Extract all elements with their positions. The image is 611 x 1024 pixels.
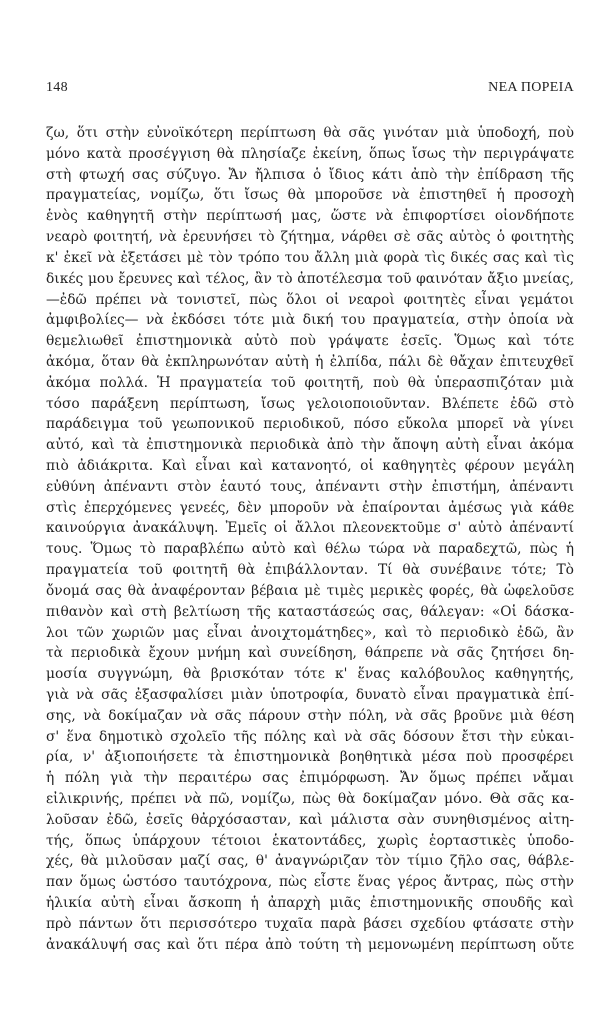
text-line: ζω, ὅτι στὴν εὐνοϊκότερη περίπτωση θὰ σᾶς γινόταν μιὰ ὑποδοχή, ποὺ (46, 125, 574, 141)
text-line: πιὸ ἀδιάκριτα. Καὶ εἶναι καὶ κατανοητό, οἱ καθηγητὲς φέρουν μεγάλη (46, 458, 574, 474)
text-line: πρὸ πάντων ὅτι περισσότερο τυχαῖα παρὰ βάσει σχεδίου φτάσατε στὴν (46, 915, 574, 932)
text-line: χές, θὰ μιλοῦσαν μαζί σας, θ' ἀναγνώριζαν τὸν τίμιο ζῆλο σας, θάβλε- (46, 853, 574, 870)
text-line: ἀκόμα πολλά. Ἡ πραγματεία τοῦ φοιτητῆ, ποὺ θὰ ὑπερασπιζόταν μιὰ (46, 374, 574, 391)
text-line: νεαρὸ φοιτητή, νὰ ἐρευνήσει τὸ ζήτημα, νάρθει σὲ σᾶς αὐτὸς ὁ φοιτητὴς (46, 229, 574, 246)
text-line: παν ὅμως ὡστόσο ταυτόχρονα, πὼς εἶστε ἕνας γέρος ἄντρας, πὼς στὴν (46, 874, 574, 891)
text-line: ἑνὸς καθηγητῆ στὴν περίπτωσή μας, ὥστε νὰ ἐπιφορτίσει οἱονδήποτε (46, 208, 574, 225)
text-line: τόσο παράξενη περίπτωση, ἴσως γελοιοποιοῦνταν. Βλέπετε ἐδῶ στὸ (46, 395, 574, 412)
text-line: παράδειγμα τοῦ γεωπονικοῦ περιοδικοῦ, πόσο εὔκολα μπορεῖ νὰ γίνει (46, 416, 574, 433)
body-text (46, 123, 574, 956)
text-line: πραγματείας, νομίζω, ὅτι ἴσως θὰ μποροῦσε νὰ ἐπιστηθεῖ ἡ προσοχὴ (46, 187, 574, 204)
text-line: —ἐδῶ πρέπει νὰ τονιστεῖ, πὼς ὅλοι οἱ νεαροὶ φοιτητὲς εἶναι γεμάτοι (46, 291, 574, 308)
text-line: δικές μου ἔρευνες καὶ τέλος, ἂν τὸ ἀποτέλεσμα τοῦ φαινόταν ἄξιο μνείας, (46, 270, 574, 287)
text-line: στὶς ἐπερχόμενες γενεές, δὲν μποροῦν νὰ ἐπαίρονται ἀμέσως γιὰ κάθε (46, 499, 574, 516)
text-line: γιὰ νὰ σᾶς ἐξασφαλίσει μιὰν ὑποτροφία, δυνατὸ εἶναι πραγματικὰ ἐπί- (46, 686, 574, 703)
text-line: ἡ πόλη γιὰ τὴν περαιτέρω σας ἐπιμόρφωση. Ἄν ὅμως πρέπει νἄμαι (46, 770, 574, 787)
text-line: αὐτό, καὶ τὰ ἐπιστημονικὰ περιοδικὰ ἀπὸ τὴν ἄποψη αὐτὴ εἶναι ἀκόμα (46, 437, 574, 454)
text-line: εὐθύνη ἀπέναντι στὸν ἑαυτό τους, ἀπέναντι στὴν ἐπιστήμη, ἀπέναντι (46, 478, 574, 495)
text-line: τὰ περιοδικὰ ἔχουν μνήμη καὶ συνείδηση, θάπρεπε νὰ σᾶς ζητήσει δη- (46, 645, 574, 662)
text-line: τής, ὅπως ὑπάρχουν τέτοιοι ἑκατοντάδες, χωρὶς ἑορταστικὲς ὑποδο- (46, 832, 574, 849)
text-line: καινούργια ἀνακάλυψη. Ἐμεῖς οἱ ἄλλοι πλεονεκτοῦμε σ' αὐτὸ ἀπέναντί (46, 520, 574, 537)
text-line: μόνο κατὰ προσέγγιση θὰ πλησίαζε ἐκείνη, ὅπως ἴσως τὴν περιγράψατε (46, 145, 574, 162)
text-line: ἀνακάλυψή σας καὶ ὅτι πέρα ἀπὸ τούτη τὴ μεμονωμένη περίπτωση οὔτε (46, 936, 574, 953)
text-line: ρία, ν' ἀξιοποιήσετε τὰ ἐπιστημονικὰ βοηθητικὰ μέσα ποὺ προσφέρει (46, 749, 574, 766)
text-line: ἡλικία αὐτὴ εἶναι ἄσκοπη ἡ ἀπαρχὴ μιᾶς ἐπιστημονικῆς σπουδῆς καὶ (46, 895, 574, 912)
text-line: στὴ φτωχή σας σύζυγο. Ἄν ἤλπισα ὁ ἴδιος κάτι ἀπὸ τὴν ἐπίδραση τῆς (46, 166, 574, 183)
text-line: πραγματεία τοῦ φοιτητῆ θὰ ἐπιβάλλονταν. Τί θὰ συνέβαινε τότε; Τὸ (46, 562, 574, 579)
text-line: ἀκόμα, ὅταν θὰ ἐκπληρωνόταν αὐτὴ ἡ ἐλπίδα, πάλι δὲ θἄχαν ἐπιτευχθεῖ (46, 353, 574, 370)
text-line: τους. Ὅμως τὸ παραβλέπω αὐτὸ καὶ θέλω τώρα νὰ παραδεχτῶ, πὼς ἡ (46, 541, 574, 558)
text-line: σ' ἕνα δημοτικὸ σχολεῖο τῆς πόλης καὶ νὰ σᾶς δόσουν ἔτσι τὴν εὐκαι- (46, 728, 574, 745)
text-line: σης, νὰ δοκίμαζαν νὰ σᾶς πάρουν στὴν πόλη, νὰ σᾶς βροῦνε μιὰ θέση (46, 707, 574, 724)
text-line: λοῦσαν ἐδῶ, ἐσεῖς θἀρχόσασταν, καὶ μάλιστα σὰν συνηθισμένος αἰτη- (46, 811, 574, 828)
text-line: λοι τῶν χωριῶν μας εἶναι ἀνοιχτομάτηδες», καὶ τὸ περιοδικὸ ἐδῶ, ἂν (46, 624, 574, 641)
page-number: 148 (46, 80, 68, 95)
text-line: εἰλικρινής, πρέπει νὰ πῶ, νομίζω, πὼς θὰ δοκίμαζαν μόνο. Θὰ σᾶς κα- (46, 791, 574, 807)
text-line: μοσία συγγνώμη, θὰ βρισκόταν τότε κ' ἕνας καλόβουλος καθηγητής, (46, 666, 574, 683)
running-head (46, 80, 574, 100)
text-line: κ' ἐκεῖ νὰ ἐξετάσει μὲ τὸν τρόπο του ἄλλη μιὰ φορὰ τὶς δικές σας καὶ τὶς (46, 249, 574, 266)
text-line: θεμελιωθεῖ ἐπιστημονικὰ αὐτὸ ποὺ γράψατε ἐσεῖς. Ὅμως καὶ τότε (46, 333, 574, 350)
text-line: ὄνομά σας θὰ ἀναφέρονταν βέβαια μὲ τιμὲς μερικὲς φορές, θὰ ὠφελοῦσε (46, 582, 574, 599)
text-line: ἀμφιβολίες— νὰ ἐκδόσει τότε μιὰ δική του πραγματεία, στὴν ὁποία νὰ (46, 312, 574, 329)
text-line: πιθανὸν καὶ στὴ βελτίωση τῆς καταστάσεώς σας, θάλεγαν: «Οἱ δάσκα- (46, 603, 574, 620)
journal-title: ΝΕΑ ΠΟΡΕΙΑ (488, 80, 574, 95)
